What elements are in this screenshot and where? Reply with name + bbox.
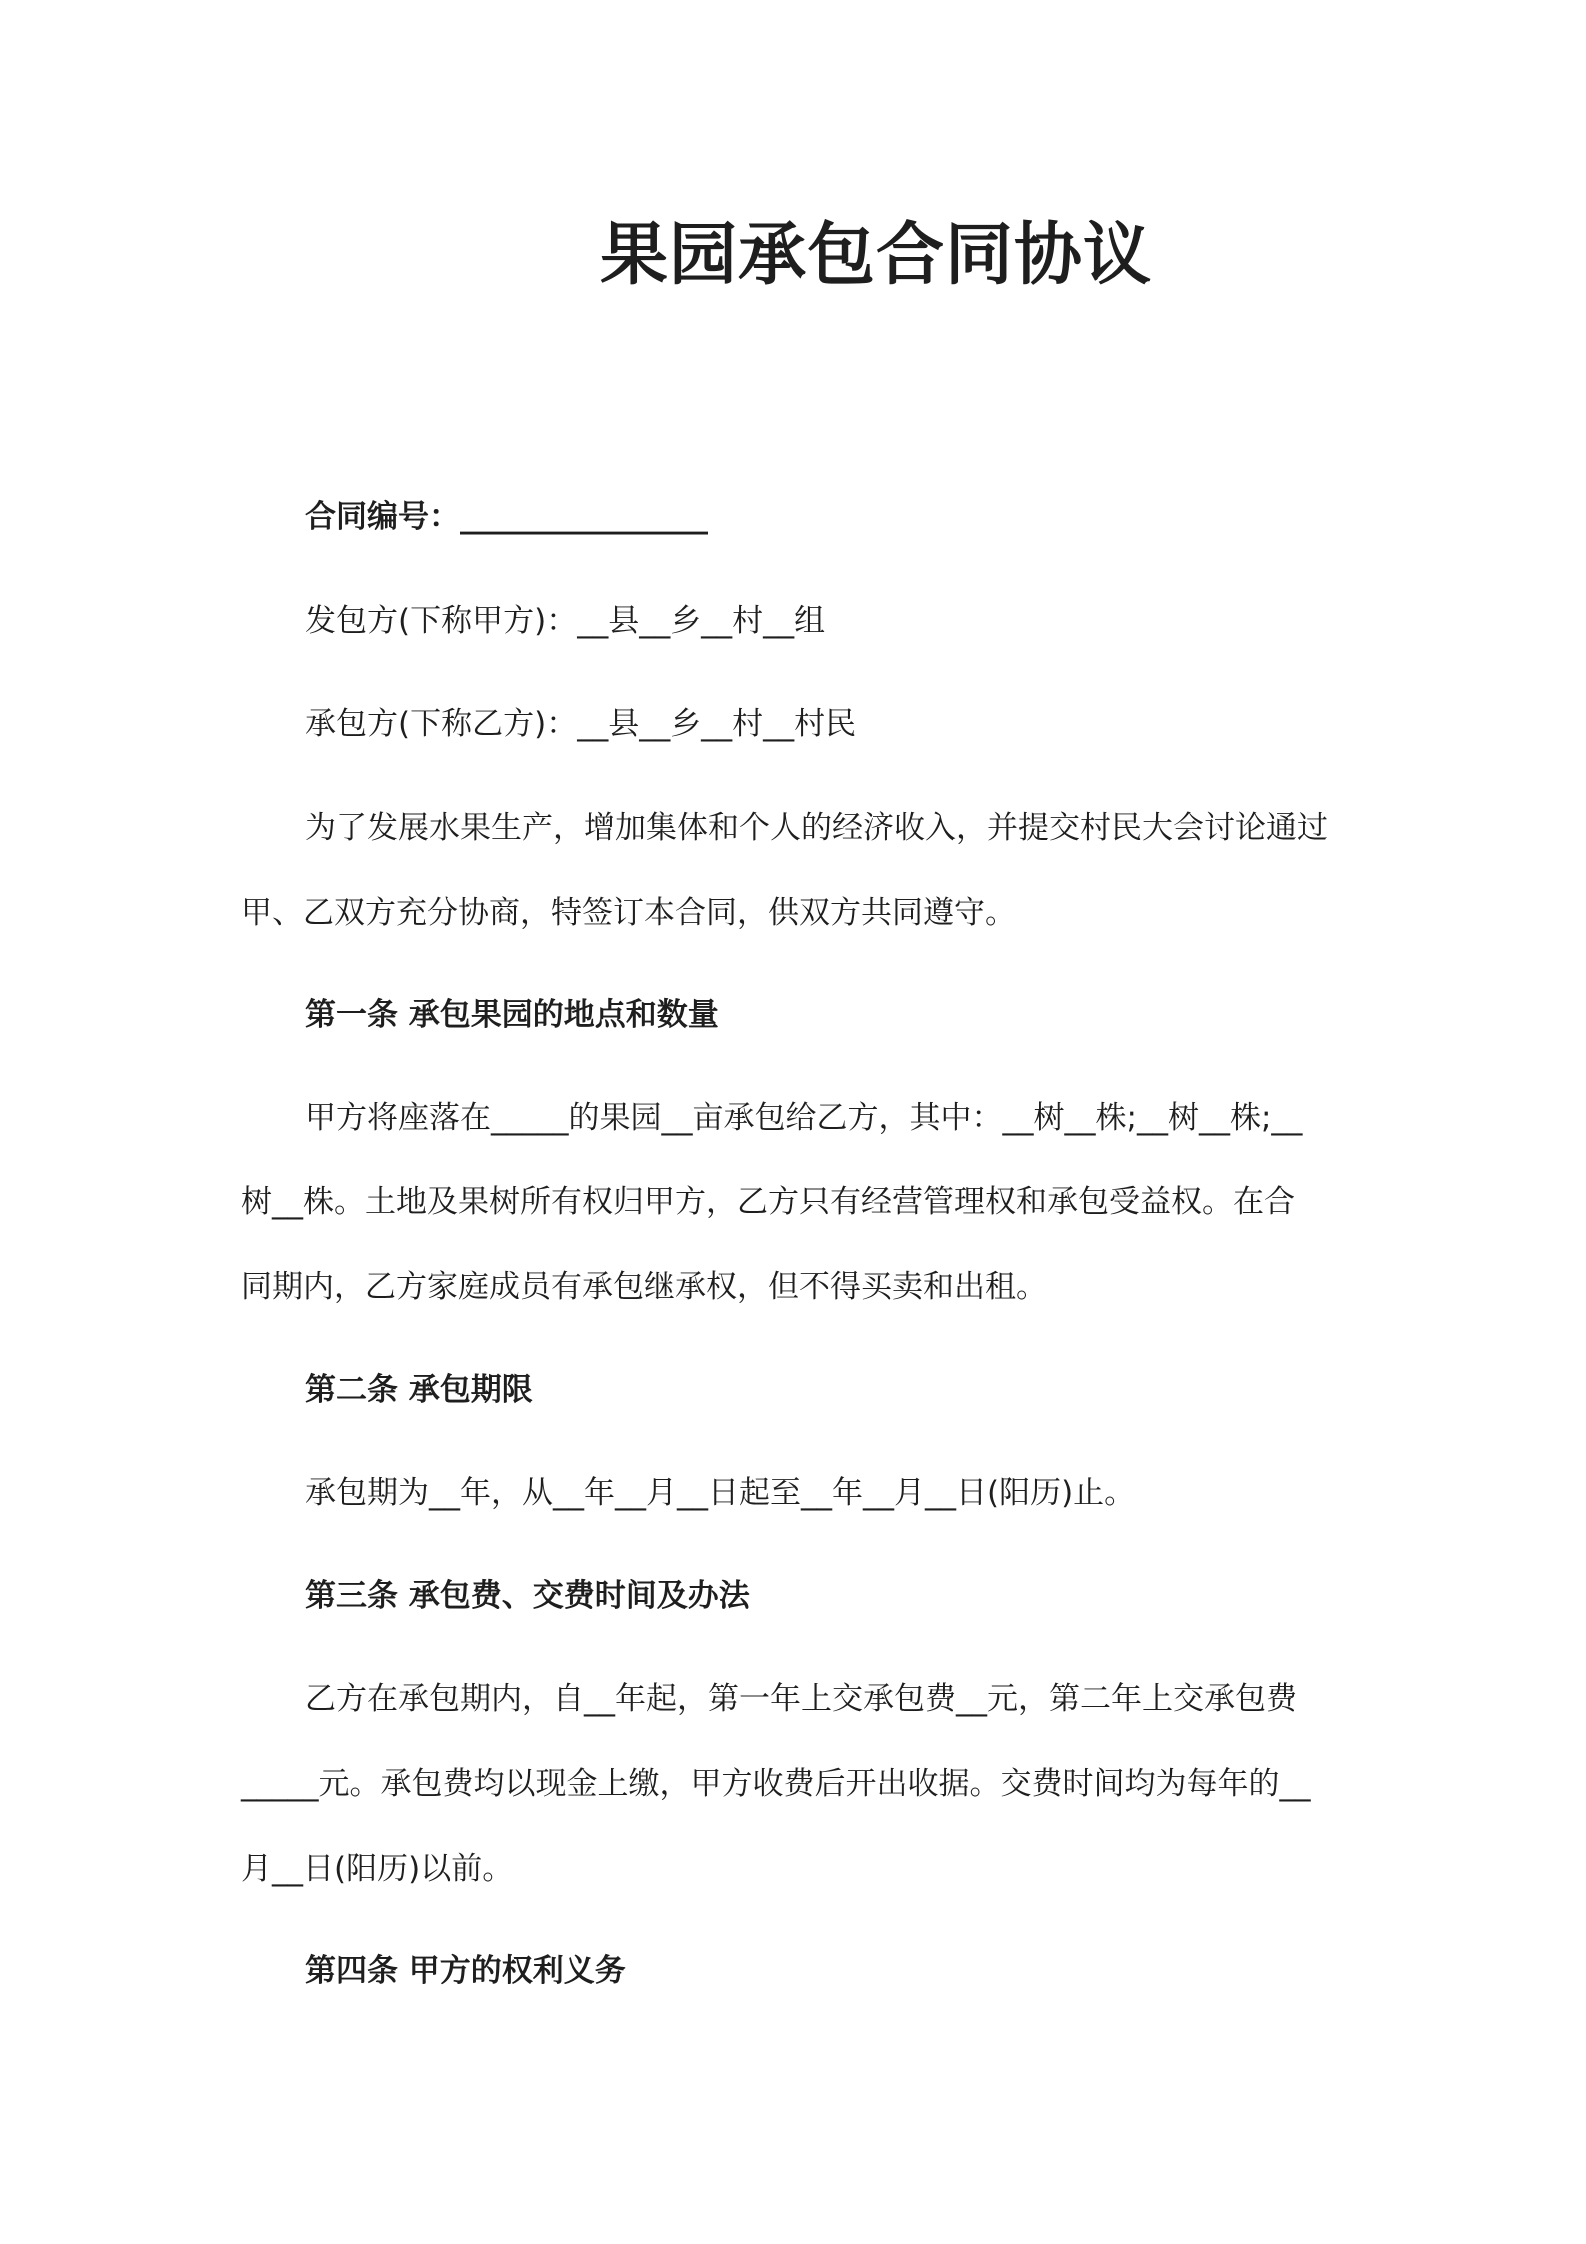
article-3-heading: 第三条 承包费、交费时间及办法 <box>305 1578 750 1614</box>
article-3-line-2: _____元。承包费均以现金上缴，甲方收费后开出收据。交费时间均为每年的__ <box>241 1766 1311 1802</box>
party-b-line: 承包方(下称乙方)：__县__乡__村__村民 <box>305 706 857 742</box>
article-1-line-2: 树__株。土地及果树所有权归甲方，乙方只有经营管理权和承包受益权。在合 <box>241 1184 1295 1220</box>
article-1-heading: 第一条 承包果园的地点和数量 <box>305 997 719 1033</box>
article-2-heading: 第二条 承包期限 <box>305 1372 533 1408</box>
preamble-line-2: 甲、乙双方充分协商，特签订本合同，供双方共同遵守。 <box>241 895 1016 931</box>
article-3-line-1: 乙方在承包期内，自__年起，第一年上交承包费__元，第二年上交承包费 <box>305 1681 1297 1717</box>
preamble-line-1: 为了发展水果生产，增加集体和个人的经济收入，并提交村民大会讨论通过 <box>305 810 1328 846</box>
document-title: 果园承包合同协议 <box>600 216 1153 295</box>
article-3-line-3: 月__日(阳历)以前。 <box>241 1851 514 1887</box>
article-1-line-3: 同期内，乙方家庭成员有承包继承权，但不得买卖和出租。 <box>241 1269 1047 1305</box>
article-4-heading: 第四条 甲方的权利义务 <box>305 1953 626 1989</box>
article-2-line-1: 承包期为__年，从__年__月__日起至__年__月__日(阳历)止。 <box>305 1475 1136 1511</box>
party-a-line: 发包方(下称甲方)：__县__乡__村__组 <box>305 603 826 639</box>
article-1-line-1: 甲方将座落在_____的果园__亩承包给乙方，其中：__树__株;__树__株;__ <box>305 1100 1303 1136</box>
contract-number-line: 合同编号：________________ <box>305 499 708 535</box>
